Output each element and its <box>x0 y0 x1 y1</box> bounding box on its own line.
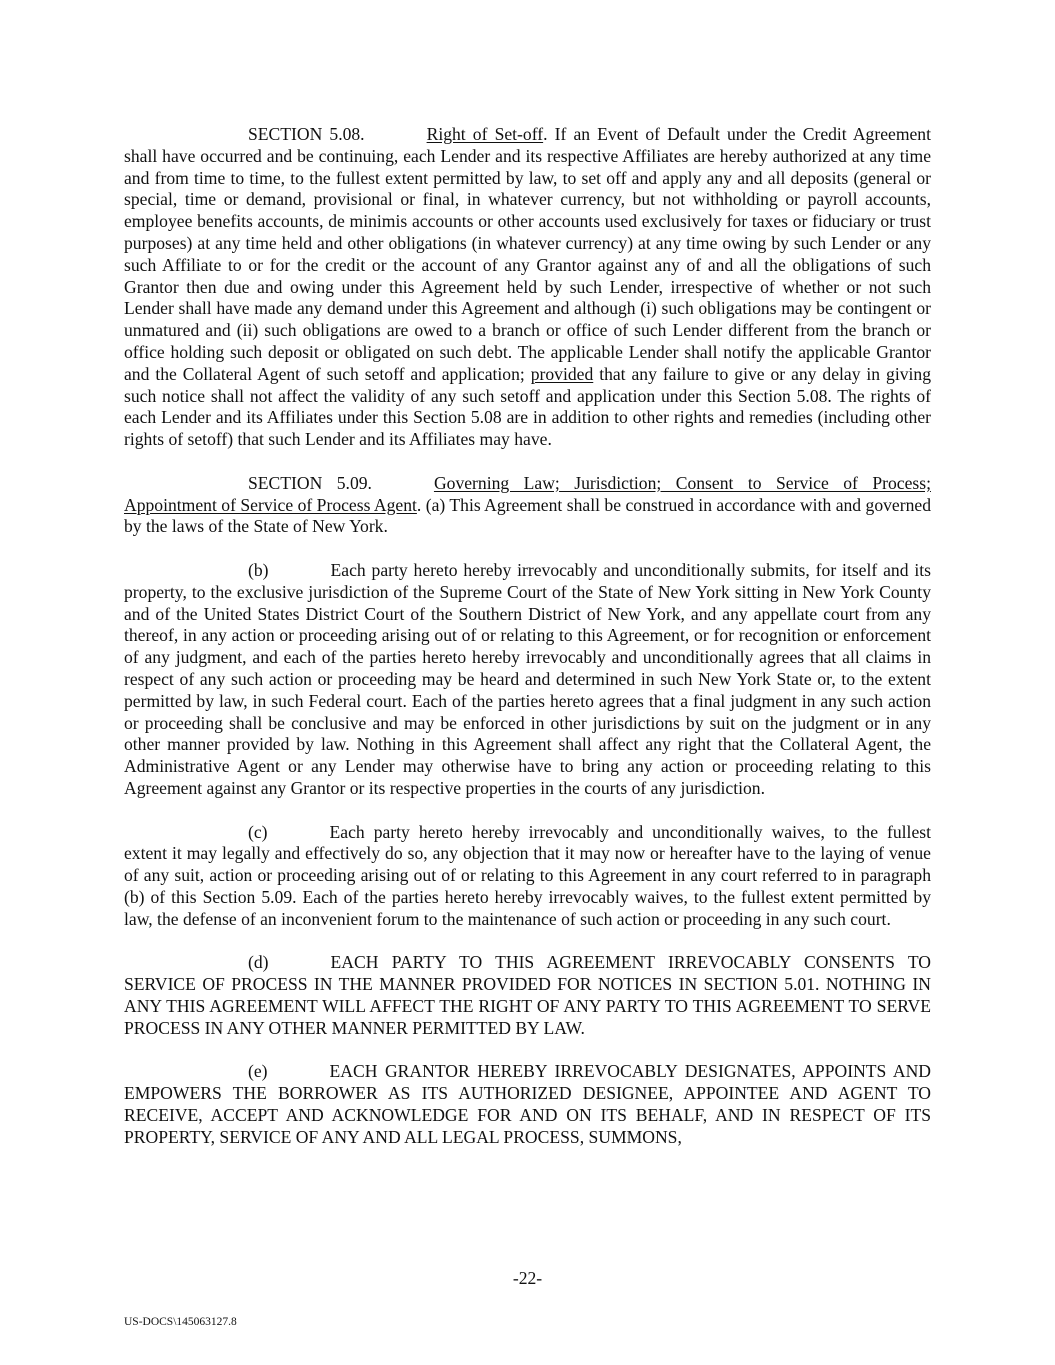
paragraph-d-label: (d) <box>248 952 269 973</box>
section-5-08-body-2: that any failure to give or any delay in giving such notice shall not affect the validity of any such setoff and application under this Section 5.08. The rights of each Lender and its Affiliates under this Section 5.08 are in addition to other rights and remedies (including other rights of setoff) that such Lender and its Affiliates may have. <box>124 363 931 450</box>
document-page <box>124 124 931 1170</box>
paragraph-b-label: (b) <box>248 559 269 580</box>
page-number: -22- <box>512 1268 543 1288</box>
section-5-09-paragraph-e <box>124 1061 931 1148</box>
document-id: US-DOCS\145063127.8 <box>124 1316 237 1328</box>
paragraph-c-label: (c) <box>248 821 268 842</box>
paragraph-e-label: (e) <box>248 1061 268 1082</box>
paragraph-b-body: Each party hereto hereby irrevocably and unconditionally submits, for itself and its property, to the exclusive jurisdiction of the Supreme Court of the State of New York sitting in New York County and of the United States District Court of the Southern District of New York, and any appellate court from any thereof, in any action or proceeding arising out of or relating to this Agreement, or for recognition or enforcement of any judgment, and each of the parties hereto hereby irrevocably and unconditionally agrees that all claims in respect of any such action or proceeding may be heard and determined in such New York State or, to the extent permitted by law, in such Federal court. Each of the parties hereto agrees that a final judgment in any such action or proceeding shall be conclusive and may be enforced in other jurisdictions by suit on the judgment or in any other manner provided by law. Nothing in this Agreement shall affect any right that the Collateral Agent, the Administrative Agent or any Lender may otherwise have to bring any action or proceeding relating to this Agreement against any Grantor or its respective properties in the courts of any jurisdiction. <box>124 559 931 798</box>
section-5-09-paragraph-c <box>124 822 931 931</box>
section-5-08-body-1: . If an Event of Default under the Credit Agreement shall have occurred and be continuing, each Lender and its respective Affiliates are hereby authorized at any time and from time to time, to the fullest extent permitted by law, to set off and apply any and all deposits (general or special, time or demand, provisional or final, in whatever currency, but not withholding or payroll accounts, employee benefits accounts, de minimis accounts or other accounts used exclusively for taxes or fiduciary or trust purposes) at any time held and other obligations (in whatever currency) at any time owing by such Lender or any such Affiliate to or for the credit or the account of any Grantor against any of and all the obligations of such Grantor then due and owing under this Agreement held by such Lender, irrespective of whether or not such Lender shall have made any demand under this Agreement and although (i) such obligations may be contingent or unmatured and (ii) such obligations are owed to a branch or office of such Lender different from the branch or office holding such deposit or obligated on such debt. The applicable Lender shall notify the applicable Grantor and the Collateral Agent of such setoff and application; <box>124 124 931 384</box>
section-5-09-heading: SECTION 5.09. <box>248 472 372 493</box>
section-5-08-heading: SECTION 5.08. <box>248 124 365 144</box>
section-5-09-body-a: . (a) This Agreement shall be construed in accordance with and governed by the laws of the State of New York. <box>124 494 931 537</box>
section-5-09-paragraph-b <box>124 560 931 800</box>
paragraph-d-body: EACH PARTY TO THIS AGREEMENT IRREVOCABLY CONSENTS TO SERVICE OF PROCESS IN THE MANNER PROVIDED FOR NOTICES IN SECTION 5.01. NOTHING IN ANY THIS AGREEMENT WILL AFFECT THE RIGHT OF ANY PARTY TO THIS AGREEMENT TO SERVE PROCESS IN ANY OTHER MANNER PERMITTED BY LAW. <box>124 952 931 1038</box>
provided-term: provided <box>530 363 594 384</box>
section-5-08-paragraph <box>124 124 931 451</box>
section-5-09-paragraph-a <box>124 473 931 538</box>
section-5-08-title: Right of Set-off <box>426 124 544 144</box>
section-5-09-title: Governing Law; Jurisdiction; Consent to Service of Process; Appointment of Service of Process Agent <box>124 472 931 515</box>
paragraph-e-body: EACH GRANTOR HEREBY IRREVOCABLY DESIGNATES, APPOINTS AND EMPOWERS THE BORROWER AS ITS AUTHORIZED DESIGNEE, APPOINTEE AND AGENT TO RECEIVE, ACCEPT AND ACKNOWLEDGE FOR AND ON ITS BEHALF, AND IN RESPECT OF ITS PROPERTY, SERVICE OF ANY AND ALL LEGAL PROCESS, SUMMONS, <box>124 1061 931 1147</box>
paragraph-c-body: Each party hereto hereby irrevocably and unconditionally waives, to the fullest extent it may legally and effectively do so, any objection that it may now or hereafter have to the laying of venue of any suit, action or proceeding arising out of or relating to this Agreement in any court referred to in paragraph (b) of this Section 5.09. Each of the parties hereto hereby irrevocably waives, to the fullest extent permitted by law, the defense of an inconvenient forum to the maintenance of such action or proceeding in any such court. <box>124 821 931 929</box>
section-5-09-paragraph-d <box>124 952 931 1039</box>
